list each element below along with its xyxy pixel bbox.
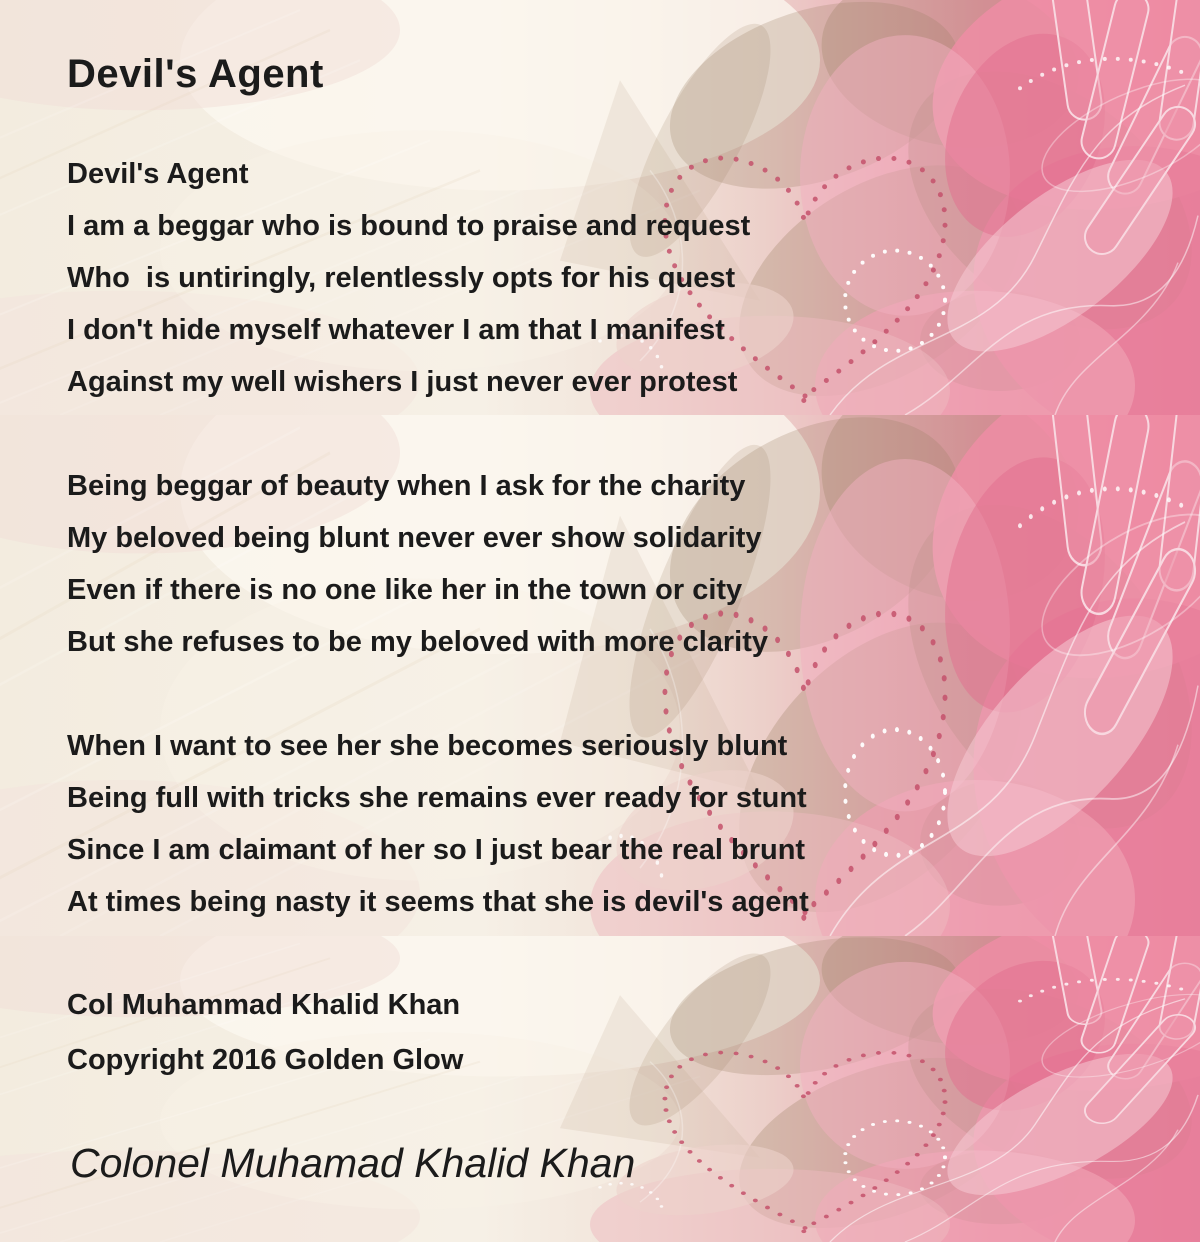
credits-block: [67, 978, 463, 1088]
author-credit: Col Muhammad Khalid Khan: [67, 989, 461, 1021]
poem-line: My beloved being blunt never ever show solidarity: [67, 522, 762, 554]
poem-line: At times being nasty it seems that she is devil's agent: [67, 886, 809, 918]
poem-line: I am a beggar who is bound to praise and request: [67, 210, 751, 242]
poem-line: I don't hide myself whatever I am that I manifest: [67, 314, 725, 346]
poem-line: When I want to see her she becomes seriously blunt: [67, 730, 788, 762]
poem-line: Being full with tricks she remains ever ready for stunt: [67, 782, 807, 814]
poem-body: [67, 148, 1047, 980]
poem-line: Devil's Agent: [67, 158, 249, 190]
stanza-1: [67, 148, 1047, 408]
stanza-2: [67, 460, 1047, 668]
stanza-3: [67, 720, 1047, 928]
poem-line: But she refuses to be my beloved with more clarity: [67, 626, 769, 658]
poem-line: Even if there is no one like her in the town or city: [67, 574, 743, 606]
copyright-notice: Copyright 2016 Golden Glow: [67, 1044, 464, 1076]
page-title: Devil's Agent: [67, 52, 324, 96]
poet-signature: Colonel Muhamad Khalid Khan: [70, 1140, 636, 1186]
poem-line: Being beggar of beauty when I ask for the charity: [67, 470, 746, 502]
poem-line: Who is untiringly, relentlessly opts for his quest: [67, 262, 736, 294]
poem-line: Since I am claimant of her so I just bear the real brunt: [67, 834, 806, 866]
poem-line: Against my well wishers I just never ever protest: [67, 366, 738, 398]
